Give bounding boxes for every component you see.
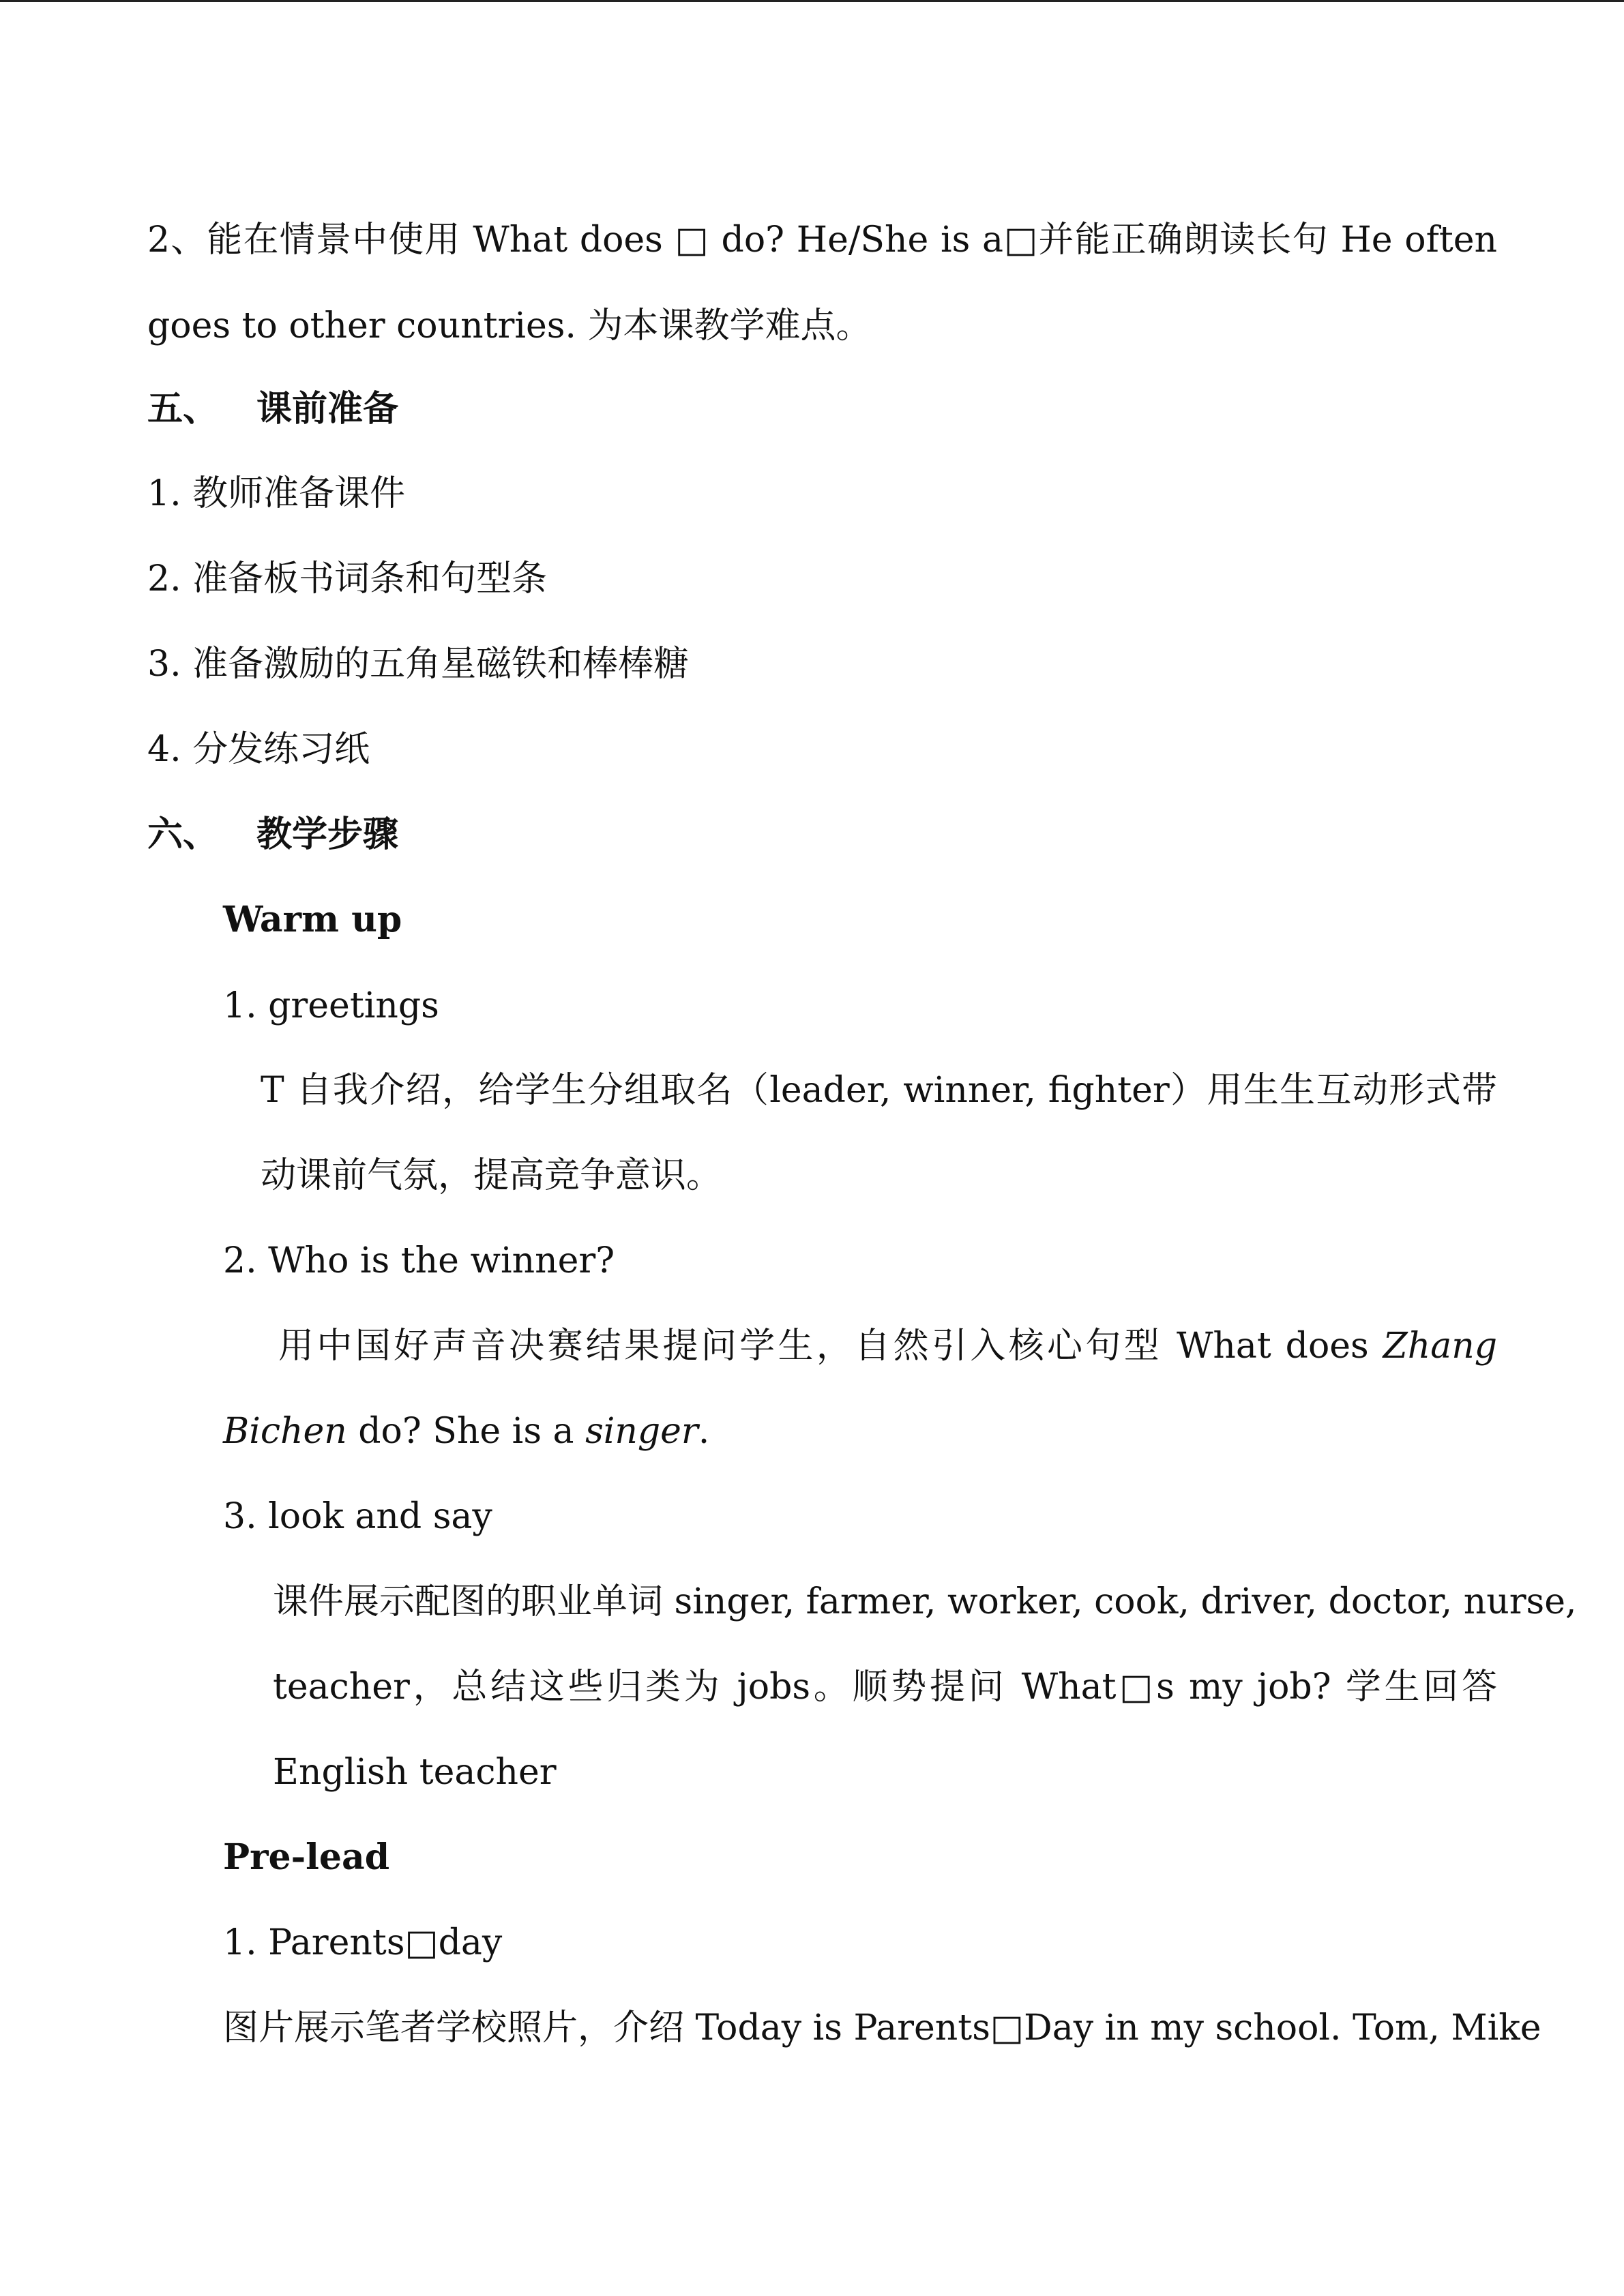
word-singer: singer bbox=[585, 1411, 698, 1452]
section-5-number: 五、 bbox=[147, 388, 219, 430]
warmup-item-2-desc-2-text: do? She is a bbox=[346, 1411, 586, 1452]
name-zhang: Zhang bbox=[1383, 1326, 1497, 1367]
prelead-item-1-desc-1: 图片展示笔者学校照片，介绍 Today is Parents□Day in my school. Tom, Mike bbox=[223, 2008, 1541, 2048]
section-5-title: 课前准备 bbox=[256, 388, 399, 430]
prelead-heading: Pre-lead bbox=[223, 1836, 390, 1878]
warmup-item-2-desc-1 bbox=[278, 1324, 1497, 1368]
section-6-title: 教学步骤 bbox=[256, 814, 399, 855]
warmup-item-3-desc-2: teacher，总结这些归类为 jobs。顺势提问 What□s my job? 学生回答 bbox=[273, 1667, 1497, 1708]
warmup-item-2-desc-1-text: 用中国好声音决赛结果提问学生，自然引入核心句型 What does bbox=[278, 1326, 1383, 1367]
warmup-item-3-desc-1: 课件展示配图的职业单词 singer, farmer, worker, cook, driver, doctor, nurse, bbox=[273, 1581, 1577, 1622]
warmup-heading: Warm up bbox=[223, 899, 402, 940]
page-top-border bbox=[0, 0, 1624, 2]
warmup-item-1: 1. greetings bbox=[223, 985, 439, 1026]
section-6-number: 六、 bbox=[147, 814, 219, 855]
name-bichen: Bichen bbox=[223, 1411, 347, 1452]
warmup-item-1-desc-1: T 自我介绍，给学生分组取名（leader, winner, fighter）用生生互动形式带 bbox=[261, 1070, 1497, 1111]
section-6-heading bbox=[147, 813, 398, 856]
difficulty-line-1: 2、能在情景中使用 What does □ do? He/She is a□并能正确朗读长句 He often bbox=[147, 220, 1497, 260]
prep-item-3: 3. 准备激励的五角星磁铁和棒棒糖 bbox=[147, 644, 690, 685]
warmup-item-3-desc-3: English teacher bbox=[273, 1752, 557, 1793]
period: . bbox=[698, 1411, 710, 1452]
prelead-item-1: 1. Parents□day bbox=[223, 1922, 503, 1963]
warmup-item-2-desc-2 bbox=[223, 1410, 709, 1453]
warmup-item-2: 2. Who is the winner? bbox=[223, 1240, 615, 1281]
warmup-item-3: 3. look and say bbox=[223, 1496, 492, 1537]
difficulty-line-2: goes to other countries. 为本课教学难点。 bbox=[147, 305, 872, 346]
prep-item-2: 2. 准备板书词条和句型条 bbox=[147, 558, 548, 599]
section-5-heading bbox=[147, 387, 398, 431]
warmup-item-1-desc-2: 动课前气氛，提高竞争意识。 bbox=[261, 1155, 722, 1196]
prep-item-4: 4. 分发练习纸 bbox=[147, 729, 370, 770]
prep-item-1: 1. 教师准备课件 bbox=[147, 473, 406, 514]
